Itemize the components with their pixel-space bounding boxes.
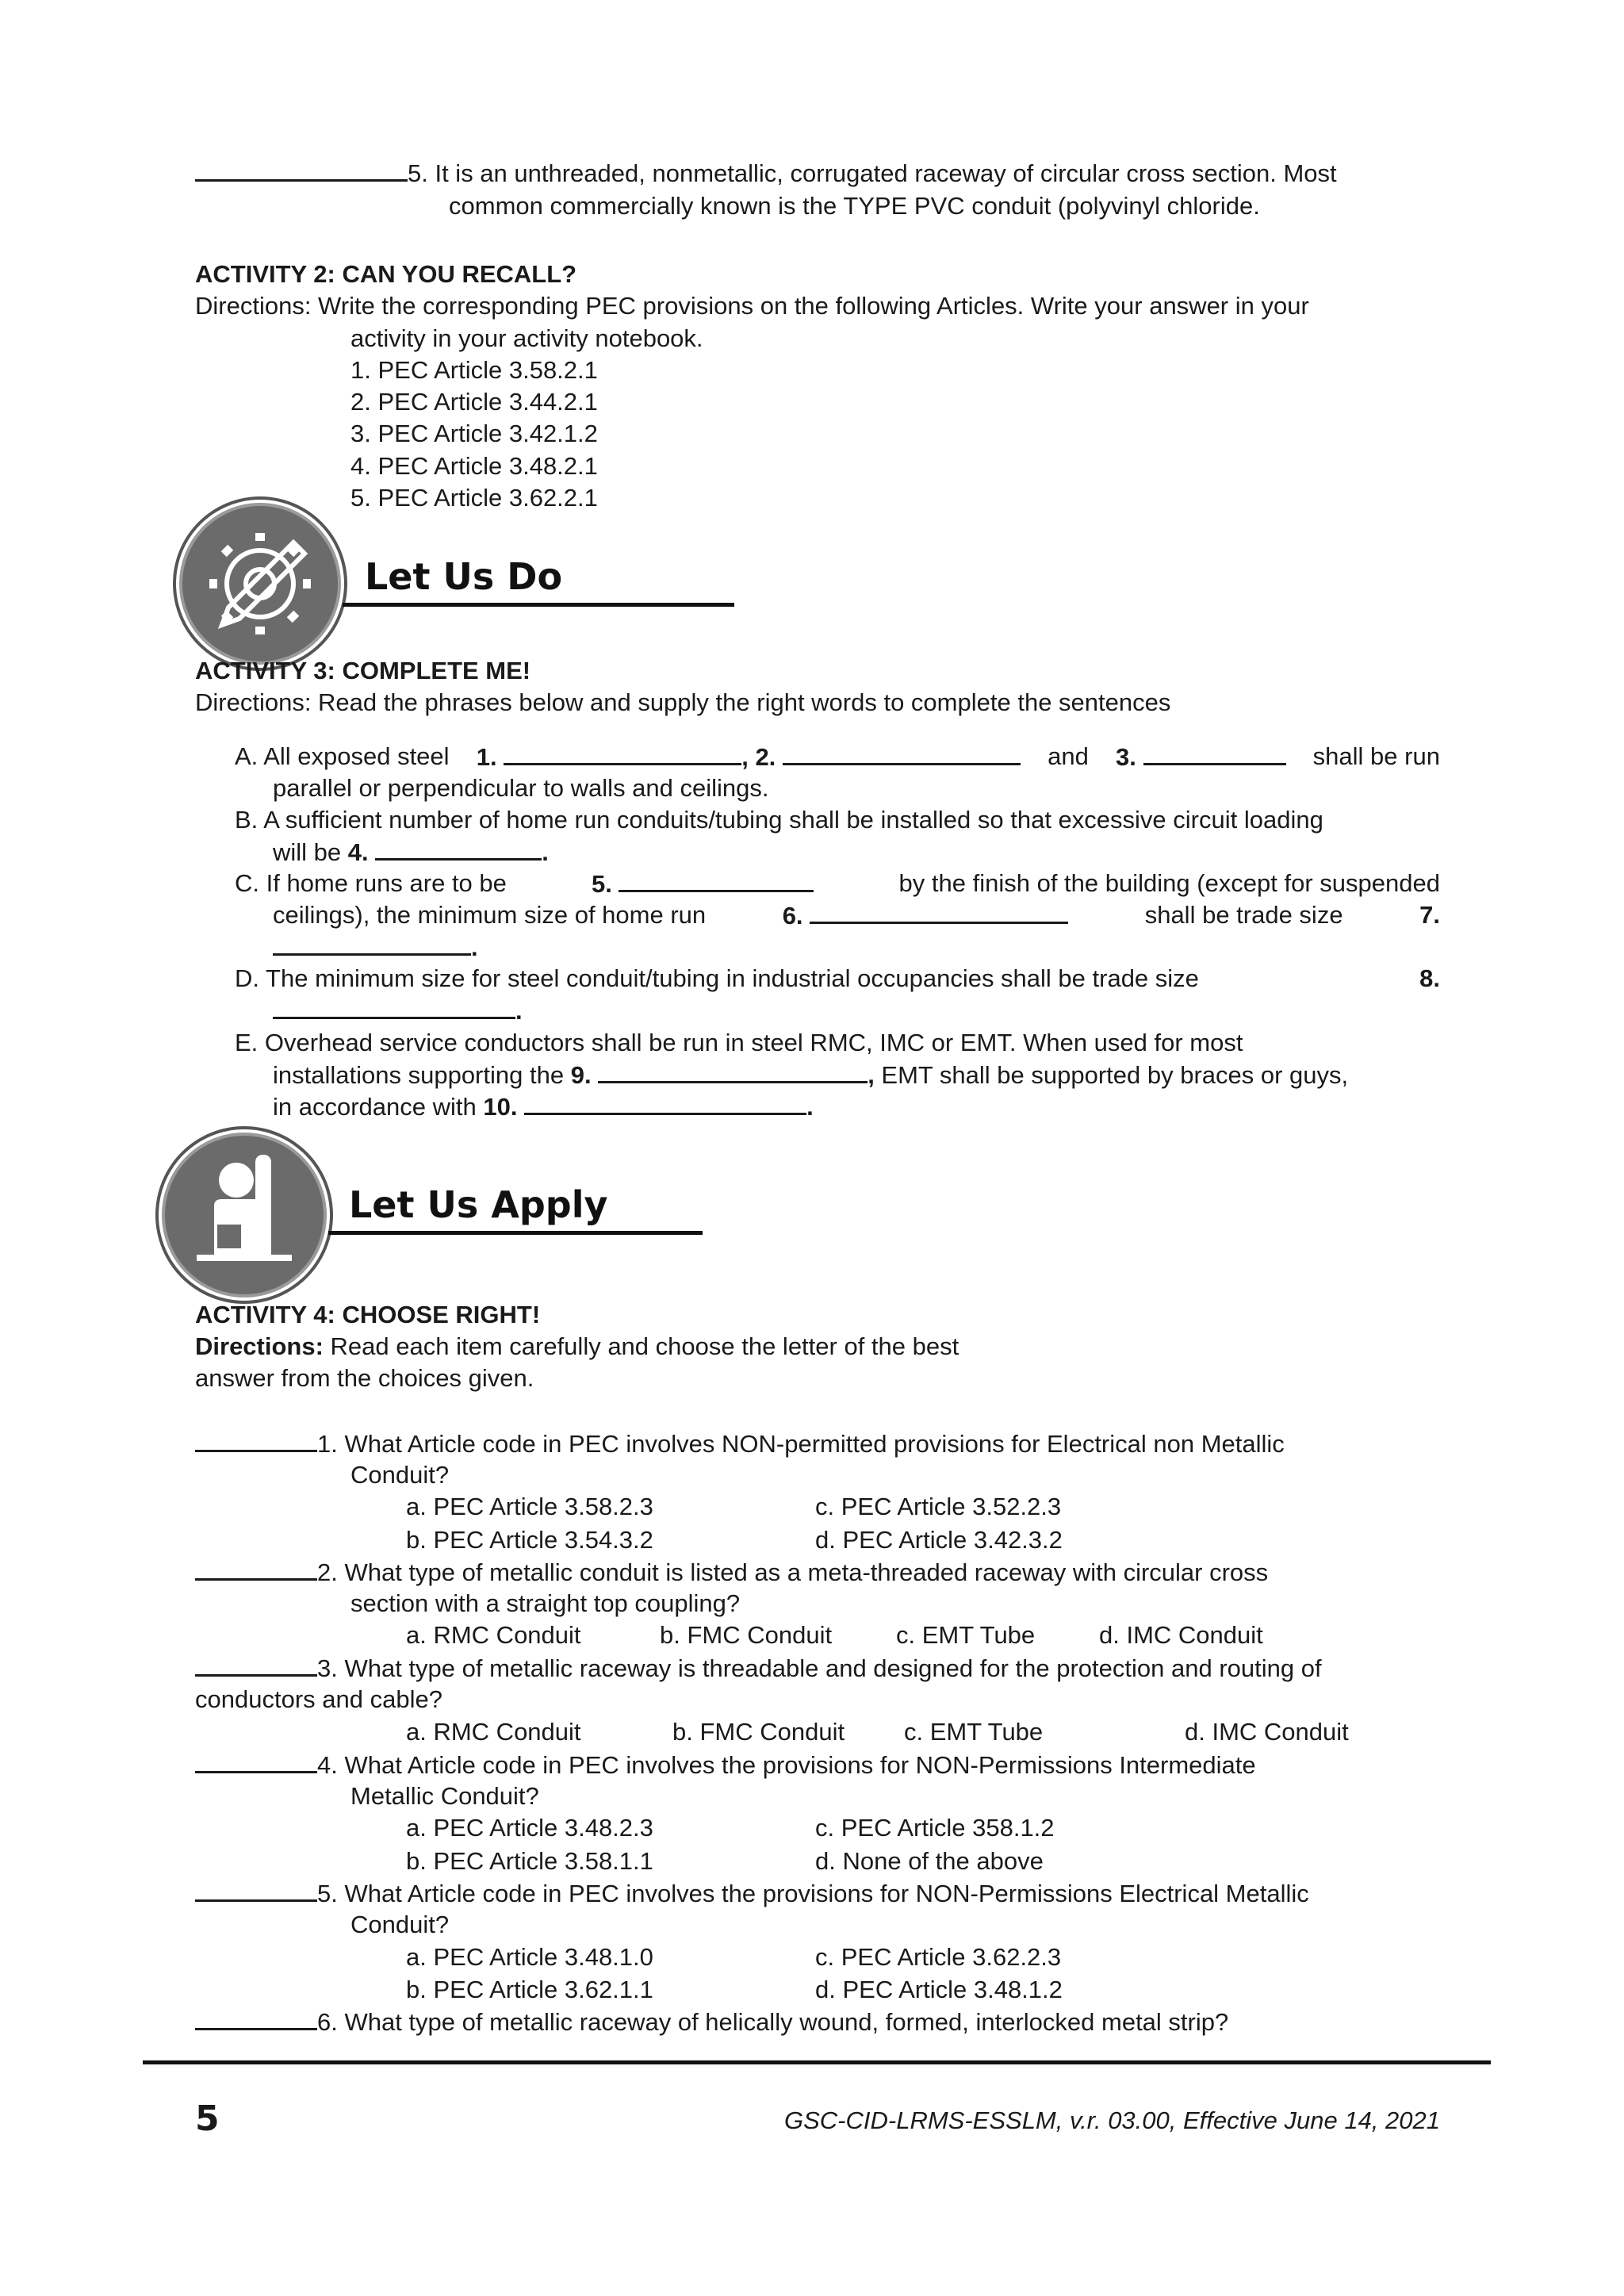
activity1-item-5-cont: common commercially known is the TYPE PVC conduit (polyvinyl chloride.	[449, 192, 1260, 220]
activity2-directions-cont: activity in your activity notebook.	[350, 324, 703, 352]
activity2-directions: Directions: Write the corresponding PEC provisions on the following Articles. Write your answer in your	[195, 292, 1309, 320]
choice-a: a. PEC Article 3.58.2.3	[406, 1493, 653, 1520]
activity3-item-b-cont: will be 4. .	[273, 836, 549, 868]
answer-blank	[195, 157, 408, 182]
activity3-item-a-cont: parallel or perpendicular to walls and ceilings.	[273, 774, 769, 802]
question-2-cont: section with a straight top coupling?	[350, 1589, 741, 1617]
activity3-directions: Directions: Read the phrases below and supply the right words to complete the sentences	[195, 688, 1171, 716]
activity2-item: 2. PEC Article 3.44.2.1	[350, 388, 598, 416]
question-4: 4. What Article code in PEC involves the provisions for NON-Permissions Intermediate	[195, 1749, 1256, 1781]
gear-pencil-icon-graphic	[182, 506, 338, 661]
activity3-item-a: A. All exposed steel 1. , 2. and 3. shall be run	[235, 742, 1440, 771]
activity3-item-b: B. A sufficient number of home run conduits/tubing shall be installed so that excessive circuit loading	[235, 806, 1323, 834]
choice-d: d. None of the above	[815, 1847, 1044, 1875]
raised-hand-student-icon	[162, 1133, 327, 1297]
choice-d: d. PEC Article 3.48.1.2	[815, 1976, 1063, 2003]
choice-b: b. PEC Article 3.62.1.1	[406, 1976, 653, 2003]
question-6: 6. What type of metallic raceway of helically wound, formed, interlocked metal strip?	[195, 2006, 1228, 2038]
choice-a: a. PEC Article 3.48.2.3	[406, 1814, 653, 1842]
question-5-cont: Conduit?	[350, 1911, 450, 1938]
let-us-apply-heading: Let Us Apply	[328, 1183, 703, 1235]
footer-rule	[143, 2060, 1491, 2064]
choice-d: d. IMC Conduit	[1099, 1621, 1263, 1649]
choice-b: b. FMC Conduit	[660, 1621, 833, 1649]
choice-c: c. PEC Article 3.52.2.3	[815, 1493, 1062, 1520]
choice-b: b. FMC Conduit	[672, 1718, 845, 1746]
question-4-cont: Metallic Conduit?	[350, 1782, 539, 1810]
choice-c: c. EMT Tube	[896, 1621, 1036, 1649]
activity2-item: 1. PEC Article 3.58.2.1	[350, 356, 598, 384]
choice-c: c. PEC Article 358.1.2	[815, 1814, 1055, 1842]
activity4-title: ACTIVITY 4: CHOOSE RIGHT!	[195, 1301, 541, 1328]
activity3-item-e-cont2: in accordance with 10. .	[273, 1091, 814, 1123]
question-3: 3. What type of metallic raceway is threadable and designed for the protection and routing of	[195, 1652, 1322, 1685]
raised-hand-student-icon-graphic	[165, 1136, 324, 1294]
activity2-title: ACTIVITY 2: CAN YOU RECALL?	[195, 260, 577, 288]
choice-a: a. RMC Conduit	[406, 1718, 581, 1746]
question-1: 1. What Article code in PEC involves NON-permitted provisions for Electrical non Metallic	[195, 1428, 1440, 1460]
activity4-directions: Directions: Read each item carefully and choose the letter of the best	[195, 1332, 959, 1360]
activity2-item: 5. PEC Article 3.62.2.1	[350, 484, 598, 512]
activity3-title: ACTIVITY 3: COMPLETE ME!	[195, 657, 531, 684]
let-us-do-heading: Let Us Do	[343, 555, 734, 607]
choice-c: c. PEC Article 3.62.2.3	[815, 1943, 1062, 1971]
activity3-item-d-blank: .	[273, 995, 523, 1027]
choice-a: a. PEC Article 3.48.1.0	[406, 1943, 653, 1971]
activity4-directions-cont: answer from the choices given.	[195, 1364, 534, 1392]
question-1-cont: Conduit?	[350, 1461, 450, 1489]
activity3-item-e: E. Overhead service conductors shall be run in steel RMC, IMC or EMT. When used for most	[235, 1029, 1243, 1056]
question-3-cont: conductors and cable?	[195, 1685, 442, 1713]
activity2-item: 3. PEC Article 3.42.1.2	[350, 420, 598, 447]
activity3-item-e-cont: installations supporting the 9. , EMT shall be supported by braces or guys,	[273, 1059, 1348, 1091]
activity1-item-5: 5. It is an unthreaded, nonmetallic, corrugated raceway of circular cross section. Most	[195, 157, 1337, 190]
activity3-item-c-blank: .	[273, 931, 478, 964]
choice-a: a. RMC Conduit	[406, 1621, 581, 1649]
choice-d: d. PEC Article 3.42.3.2	[815, 1526, 1063, 1554]
activity3-item-c: C. If home runs are to be 5. by the finish of the building (except for suspended	[235, 869, 1440, 898]
document-code: GSC-CID-LRMS-ESSLM, v.r. 03.00, Effective June 14, 2021	[784, 2106, 1440, 2134]
question-2: 2. What type of metallic conduit is listed as a meta-threaded raceway with circular cross	[195, 1556, 1268, 1589]
choice-d: d. IMC Conduit	[1185, 1718, 1349, 1746]
activity2-item: 4. PEC Article 3.48.2.1	[350, 452, 598, 480]
page-number: 5	[195, 2099, 220, 2139]
activity3-item-d: D. The minimum size for steel conduit/tubing in industrial occupancies shall be trade size 8.	[235, 964, 1440, 992]
gear-pencil-icon	[179, 503, 341, 665]
choice-b: b. PEC Article 3.58.1.1	[406, 1847, 653, 1875]
activity3-item-c-cont: ceilings), the minimum size of home run 6. shall be trade size 7.	[273, 901, 1440, 930]
question-5: 5. What Article code in PEC involves the provisions for NON-Permissions Electrical Metallic	[195, 1877, 1309, 1910]
choice-c: c. EMT Tube	[904, 1718, 1044, 1746]
choice-b: b. PEC Article 3.54.3.2	[406, 1526, 653, 1554]
